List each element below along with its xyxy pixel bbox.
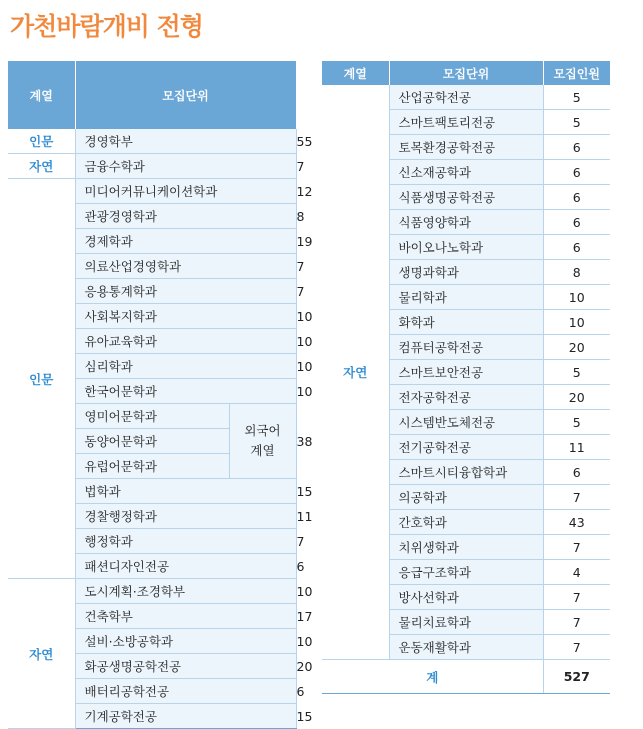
count-cell: 7 — [543, 635, 610, 660]
header-category: 계열 — [322, 61, 389, 85]
table-row: 심리학과 10 — [8, 354, 296, 379]
table-row: 인문 미디어커뮤니케이션학과 12 — [8, 179, 296, 204]
count-cell: 6 — [543, 135, 610, 160]
unit-cell: 미디어커뮤니케이션학과 — [75, 179, 296, 204]
unit-cell: 금융수학과 — [75, 154, 296, 179]
count-cell: 6 — [543, 210, 610, 235]
unit-cell: 기계공학전공 — [75, 704, 296, 729]
count-cell: 7 — [543, 585, 610, 610]
unit-cell: 도시계획·조경학부 — [75, 579, 296, 604]
unit-cell: 동양어문학과 — [75, 429, 229, 454]
table-row: 영미어문학과 외국어 계열 38 — [8, 404, 296, 429]
table-row: 기계공학전공 15 — [8, 704, 296, 729]
unit-cell: 영미어문학과 — [75, 404, 229, 429]
unit-cell: 화공생명공학전공 — [75, 654, 296, 679]
unit-cell: 의료산업경영학과 — [75, 254, 296, 279]
count-cell: 6 — [543, 460, 610, 485]
table-row: 건축학부 17 — [8, 604, 296, 629]
unit-cell: 바이오나노학과 — [389, 235, 543, 260]
count-cell: 20 — [543, 335, 610, 360]
unit-cell: 행정학과 — [75, 529, 296, 554]
unit-cell: 식품영양학과 — [389, 210, 543, 235]
unit-cell: 전기공학전공 — [389, 435, 543, 460]
count-cell: 5 — [543, 360, 610, 385]
category-cell: 인문 — [8, 129, 75, 154]
table-row — [322, 85, 610, 110]
unit-cell: 건축학부 — [75, 604, 296, 629]
unit-cell: 사회복지학과 — [75, 304, 296, 329]
count-cell: 6 — [543, 235, 610, 260]
header-category: 계열 — [8, 61, 75, 129]
count-cell: 5 — [543, 410, 610, 435]
table-row: 의료산업경영학과 7 — [8, 254, 296, 279]
count-cell: 7 — [543, 535, 610, 560]
table-row: 한국어문학과 10 — [8, 379, 296, 404]
unit-cell: 유아교육학과 — [75, 329, 296, 354]
unit-cell: 화학과 — [389, 310, 543, 335]
admission-table-right — [322, 61, 610, 694]
count-cell: 6 — [543, 185, 610, 210]
unit-cell: 전자공학전공 — [389, 385, 543, 410]
count-cell: 10 — [543, 310, 610, 335]
unit-cell: 경찰행정학과 — [75, 504, 296, 529]
unit-cell: 심리학과 — [75, 354, 296, 379]
count-cell: 5 — [543, 110, 610, 135]
table-body-left — [8, 129, 313, 729]
unit-cell: 설비·소방공학과 — [75, 629, 296, 654]
header-unit: 모집단위 — [75, 61, 296, 129]
unit-cell: 의공학과 — [389, 485, 543, 510]
count-cell: 11 — [543, 435, 610, 460]
unit-cell: 신소재공학과 — [389, 160, 543, 185]
table-row: 인문 경영학부 55 — [8, 129, 296, 154]
total-count: 527 — [543, 660, 610, 694]
table-body-right — [322, 85, 610, 694]
unit-cell: 유럽어문학과 — [75, 454, 229, 479]
unit-cell: 간호학과 — [389, 510, 543, 535]
unit-cell: 식품생명공학전공 — [389, 185, 543, 210]
table-row: 법학과 15 — [8, 479, 296, 504]
table-row: 사회복지학과 10 — [8, 304, 296, 329]
admission-table-left — [8, 61, 313, 729]
foreign-group-label: 외국어 계열 — [244, 423, 281, 458]
category-cell: 자연 — [322, 85, 389, 660]
table-header-row — [322, 61, 610, 85]
unit-cell: 경영학부 — [75, 129, 296, 154]
unit-cell: 관광경영학과 — [75, 204, 296, 229]
count-cell: 43 — [543, 510, 610, 535]
unit-cell: 토목환경공학전공 — [389, 135, 543, 160]
unit-cell: 치위생학과 — [389, 535, 543, 560]
count-cell: 7 — [543, 610, 610, 635]
unit-cell: 컴퓨터공학전공 — [389, 335, 543, 360]
unit-cell: 생명과학과 — [389, 260, 543, 285]
unit-cell: 산업공학전공 — [389, 85, 543, 110]
unit-cell: 패션디자인전공 — [75, 554, 296, 579]
table-row: 자연 도시계획·조경학부 10 — [8, 579, 296, 604]
unit-cell: 응용통계학과 — [75, 279, 296, 304]
unit-cell: 배터리공학전공 — [75, 679, 296, 704]
table-row: 행정학과 7 — [8, 529, 296, 554]
unit-cell: 운동재활학과 — [389, 635, 543, 660]
count-cell: 7 — [543, 485, 610, 510]
table-row: 경찰행정학과 11 — [8, 504, 296, 529]
unit-cell: 물리치료학과 — [389, 610, 543, 635]
unit-cell: 방사선학과 — [389, 585, 543, 610]
page-title: 가천바람개비 전형 — [10, 12, 203, 41]
table-row: 설비·소방공학과 10 — [8, 629, 296, 654]
unit-cell: 스마트시티융합학과 — [389, 460, 543, 485]
table-row: 경제학과 19 — [8, 229, 296, 254]
unit-cell: 응급구조학과 — [389, 560, 543, 585]
header-unit: 모집단위 — [389, 61, 543, 85]
count-cell: 6 — [543, 160, 610, 185]
category-cell: 자연 — [8, 154, 75, 179]
total-label: 계 — [322, 660, 543, 694]
unit-cell: 한국어문학과 — [75, 379, 296, 404]
table-header-row: 계열 모집단위 모집인원 — [8, 61, 296, 129]
unit-cell: 경제학과 — [75, 229, 296, 254]
unit-cell: 법학과 — [75, 479, 296, 504]
unit-cell: 물리학과 — [389, 285, 543, 310]
table-row: 유아교육학과 10 — [8, 329, 296, 354]
unit-cell: 시스템반도체전공 — [389, 410, 543, 435]
table-row: 패션디자인전공 6 — [8, 554, 296, 579]
foreign-group-cell — [229, 404, 296, 479]
count-cell: 20 — [543, 385, 610, 410]
count-cell: 8 — [543, 260, 610, 285]
table-row: 응용통계학과 7 — [8, 279, 296, 304]
count-cell: 10 — [543, 285, 610, 310]
table-row: 화공생명공학전공 20 — [8, 654, 296, 679]
unit-cell: 스마트팩토리전공 — [389, 110, 543, 135]
count-cell: 5 — [543, 85, 610, 110]
unit-cell: 스마트보안전공 — [389, 360, 543, 385]
category-cell: 인문 — [8, 179, 75, 579]
table-row: 배터리공학전공 6 — [8, 679, 296, 704]
table-row: 자연 금융수학과 7 — [8, 154, 296, 179]
total-row — [322, 660, 610, 694]
header-count: 모집인원 — [543, 61, 610, 85]
table-row: 관광경영학과 8 — [8, 204, 296, 229]
count-cell: 4 — [543, 560, 610, 585]
category-cell: 자연 — [8, 579, 75, 729]
